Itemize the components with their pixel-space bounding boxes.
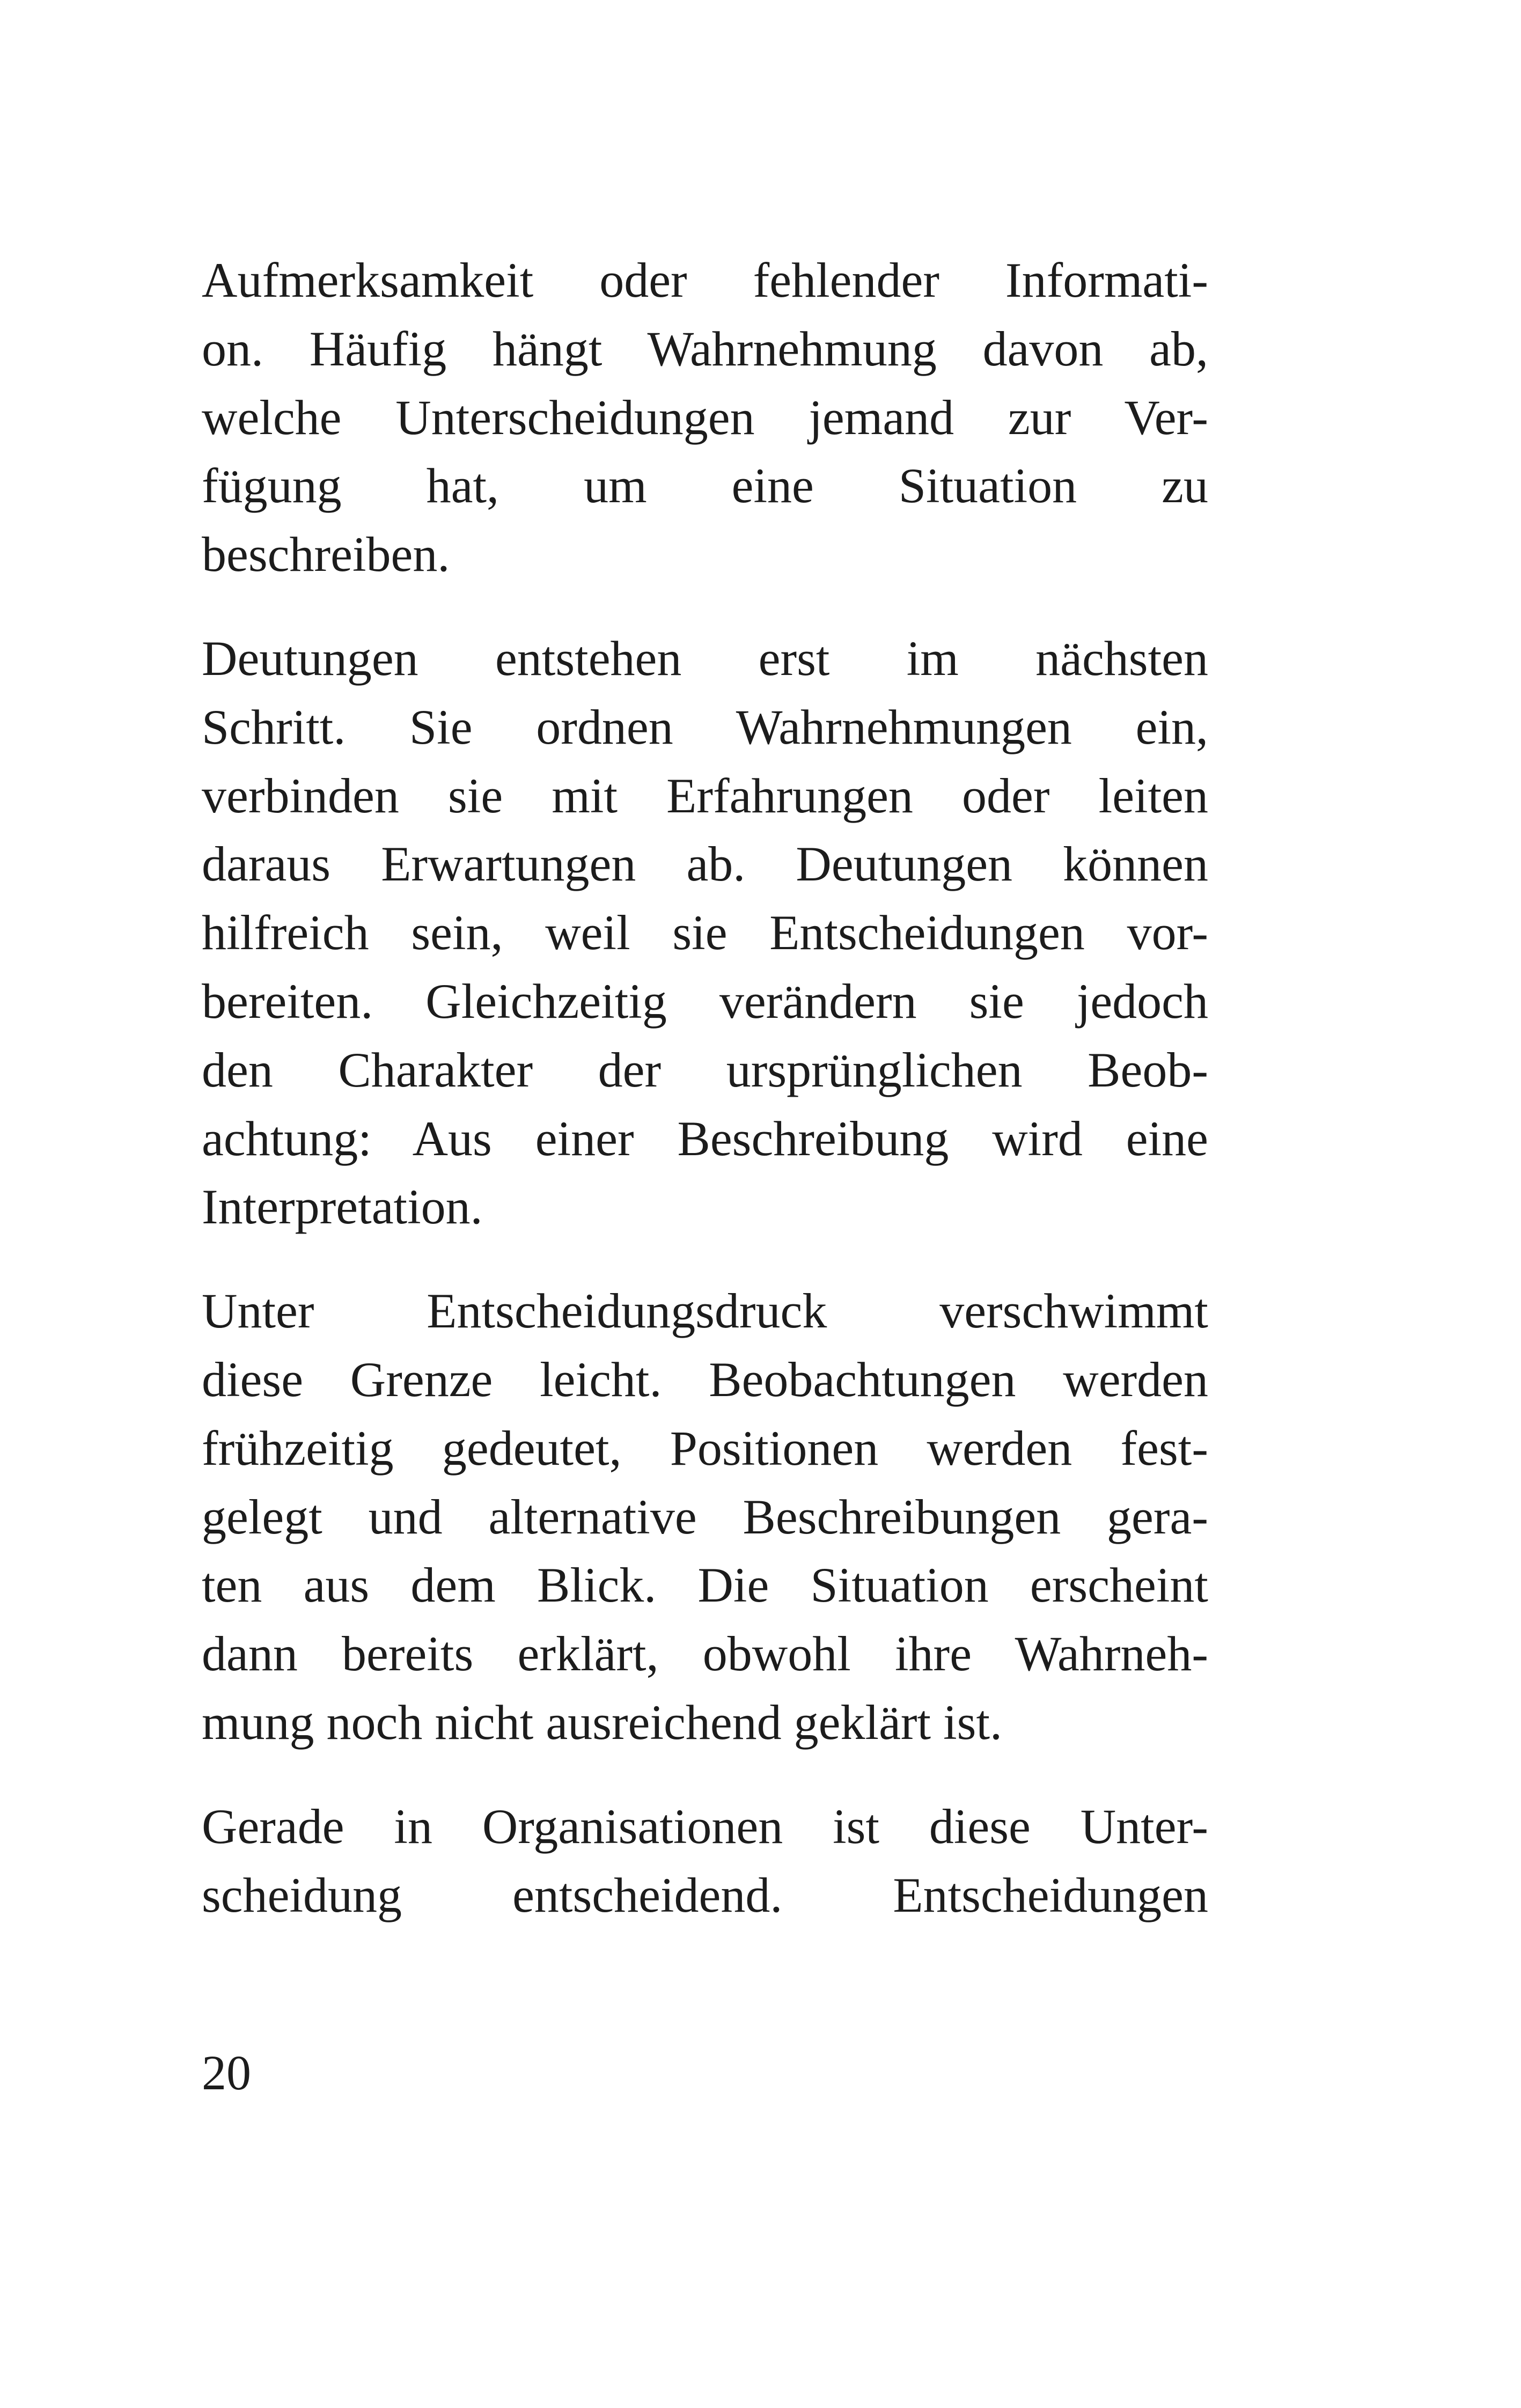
text-line: daraus Erwartungen ab. Deutungen können bbox=[202, 836, 1208, 892]
text-line: fügung hat, um eine Situation zu bbox=[202, 458, 1208, 513]
text-line: Aufmerksamkeit oder fehlender Informati- bbox=[202, 253, 1208, 307]
text-line: Gerade in Organisationen ist diese Unter- bbox=[202, 1798, 1208, 1854]
text-line: Unter Entscheidungsdruck verschwimmt bbox=[202, 1283, 1208, 1339]
text-line: achtung: Aus einer Beschreibung wird eine bbox=[202, 1111, 1208, 1166]
text-line: hilfreich sein, weil sie Entscheidungen vor- bbox=[202, 905, 1208, 960]
text-line: welche Unterscheidungen jemand zur Ver- bbox=[202, 390, 1208, 445]
page-number: 20 bbox=[202, 2045, 251, 2100]
text-line: gelegt und alternative Beschreibungen gera- bbox=[202, 1489, 1208, 1544]
text-line: beschreiben. bbox=[202, 527, 450, 582]
text-line: frühzeitig gedeutet, Positionen werden fest- bbox=[202, 1420, 1208, 1475]
text-line: mung noch nicht ausreichend geklärt ist. bbox=[202, 1694, 1003, 1750]
text-line: Deutungen entstehen erst im nächsten bbox=[202, 630, 1208, 686]
paragraph-4 bbox=[202, 1793, 1208, 1930]
text-line: verbinden sie mit Erfahrungen oder leiten bbox=[202, 768, 1208, 823]
text-line: ten aus dem Blick. Die Situation erscheint bbox=[202, 1558, 1208, 1613]
text-line: den Charakter der ursprünglichen Beob- bbox=[202, 1042, 1208, 1097]
text-line: scheidung entscheidend. Entscheidungen bbox=[202, 1867, 1208, 1922]
text-line: diese Grenze leicht. Beobachtungen werden bbox=[202, 1352, 1208, 1407]
text-line: Schritt. Sie ordnen Wahrnehmungen ein, bbox=[202, 699, 1208, 754]
text-line: dann bereits erklärt, obwohl ihre Wahrneh- bbox=[202, 1626, 1208, 1682]
text-line: bereiten. Gleichzeitig verändern sie jedoch bbox=[202, 973, 1208, 1029]
paragraph-2 bbox=[202, 625, 1208, 1242]
paragraph-3 bbox=[202, 1277, 1208, 1757]
text-line: on. Häufig hängt Wahrnehmung davon ab, bbox=[202, 321, 1208, 376]
text-line: Interpretation. bbox=[202, 1179, 483, 1235]
paragraph-1 bbox=[202, 246, 1208, 589]
body-text bbox=[202, 246, 1208, 1965]
